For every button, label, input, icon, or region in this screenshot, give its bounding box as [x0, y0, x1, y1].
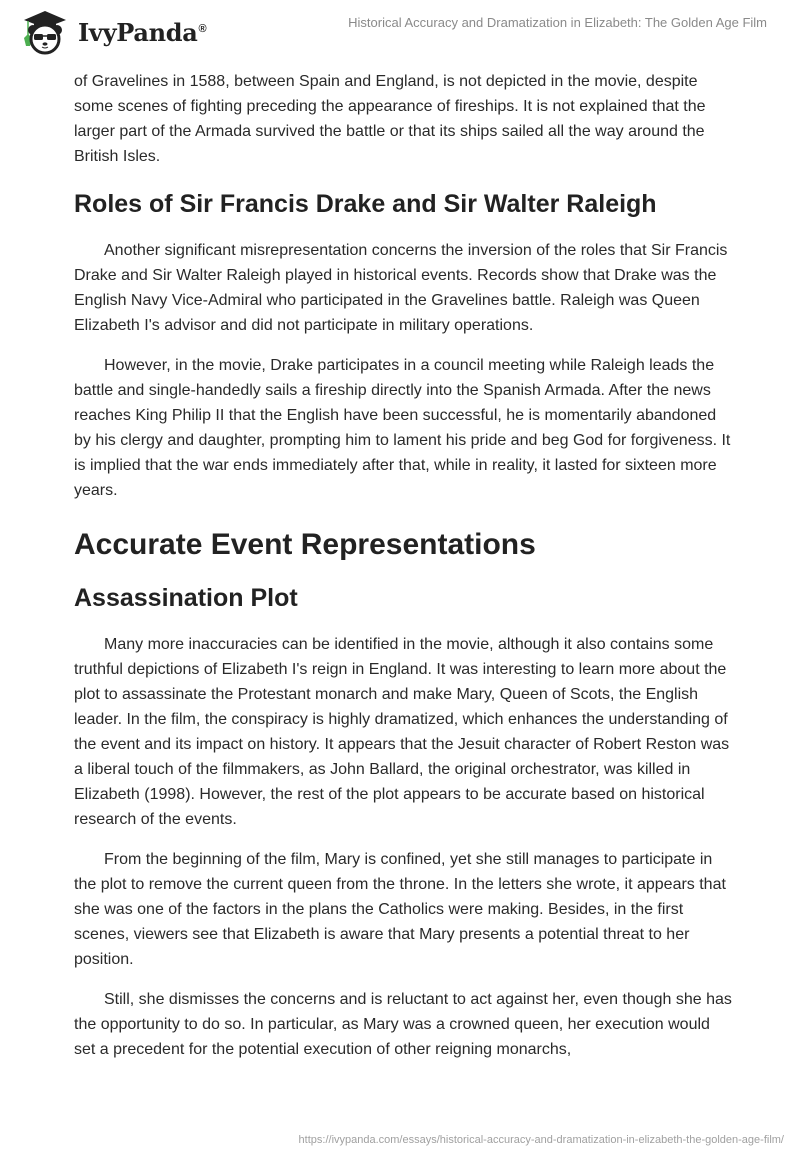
heading-accurate-events: Accurate Event Representations: [74, 528, 536, 561]
brand-logo[interactable]: [18, 8, 206, 56]
article-body: [74, 69, 734, 1062]
document-title: Historical Accuracy and Dramatization in Elizabeth: The Golden Age Film: [348, 15, 767, 30]
source-url[interactable]: https://ivypanda.com/essays/historical-accuracy-and-dramatization-in-elizabeth-the-golden-age-film/: [298, 1134, 784, 1146]
paragraph: Still, she dismisses the concerns and is reluctant to act against her, even though she has the opportunity to do so. In particular, as Mary was a crowned queen, her execution would set a precedent for the potential execution of other reigning monarchs,: [74, 991, 732, 1058]
panda-graduate-icon: [18, 8, 72, 56]
heading-assassination-plot: Assassination Plot: [74, 584, 298, 612]
paragraph: Many more inaccuracies can be identified in the movie, although it also contains some truthful depictions of Elizabeth I's reign in England. It was interesting to learn more about the plot to assassinate the Protestant monarch and make Mary, Queen of Scots, the English leader. In the film, the conspiracy is highly dramatized, which enhances the understanding of the event and its impact on history. It appears that the Jesuit character of Robert Reston was a liberal touch of the filmmakers, as John Ballard, the original orchestrator, was killed in Elizabeth (1998). However, the rest of the plot appears to be accurate based on historical research of the events.: [74, 636, 730, 828]
paragraph-continuation: of Gravelines in 1588, between Spain and England, is not depicted in the movie, despite some scenes of fighting preceding the appearance of fireships. It is not explained that the larger part of the Armada survived the battle or that its ships sailed all the way around the British Isles.: [74, 73, 706, 165]
paragraph: From the beginning of the film, Mary is confined, yet she still manages to participate in the plot to remove the current queen from the throne. In the letters she wrote, it appears that she was one of the factors in the plans the Catholics were making. Besides, in the first scenes, viewers see that Elizabeth is aware that Mary presents a potential threat to her position.: [74, 851, 726, 968]
paragraph: Another significant misrepresentation concerns the inversion of the roles that Sir Francis Drake and Sir Walter Raleigh played in historical events. Records show that Drake was the English Navy Vice-Admiral who participated in the Gravelines battle. Raleigh was Queen Elizabeth I's advisor and did not participate in military operations.: [74, 242, 728, 334]
brand-name: IvyPanda®: [78, 17, 207, 47]
paragraph: However, in the movie, Drake participates in a council meeting while Raleigh leads the battle and single-handedly sails a fireship directly into the Spanish Armada. After the news reaches King Philip II that the English have been successful, he is momentarily abandoned by his clergy and daughter, prompting him to lament his pride and beg God for forgiveness. It is implied that the war ends immediately after that, while in reality, it lasted for sixteen more years.: [74, 357, 731, 499]
page-header: [0, 0, 800, 60]
heading-roles: Roles of Sir Francis Drake and Sir Walter Raleigh: [74, 190, 657, 218]
